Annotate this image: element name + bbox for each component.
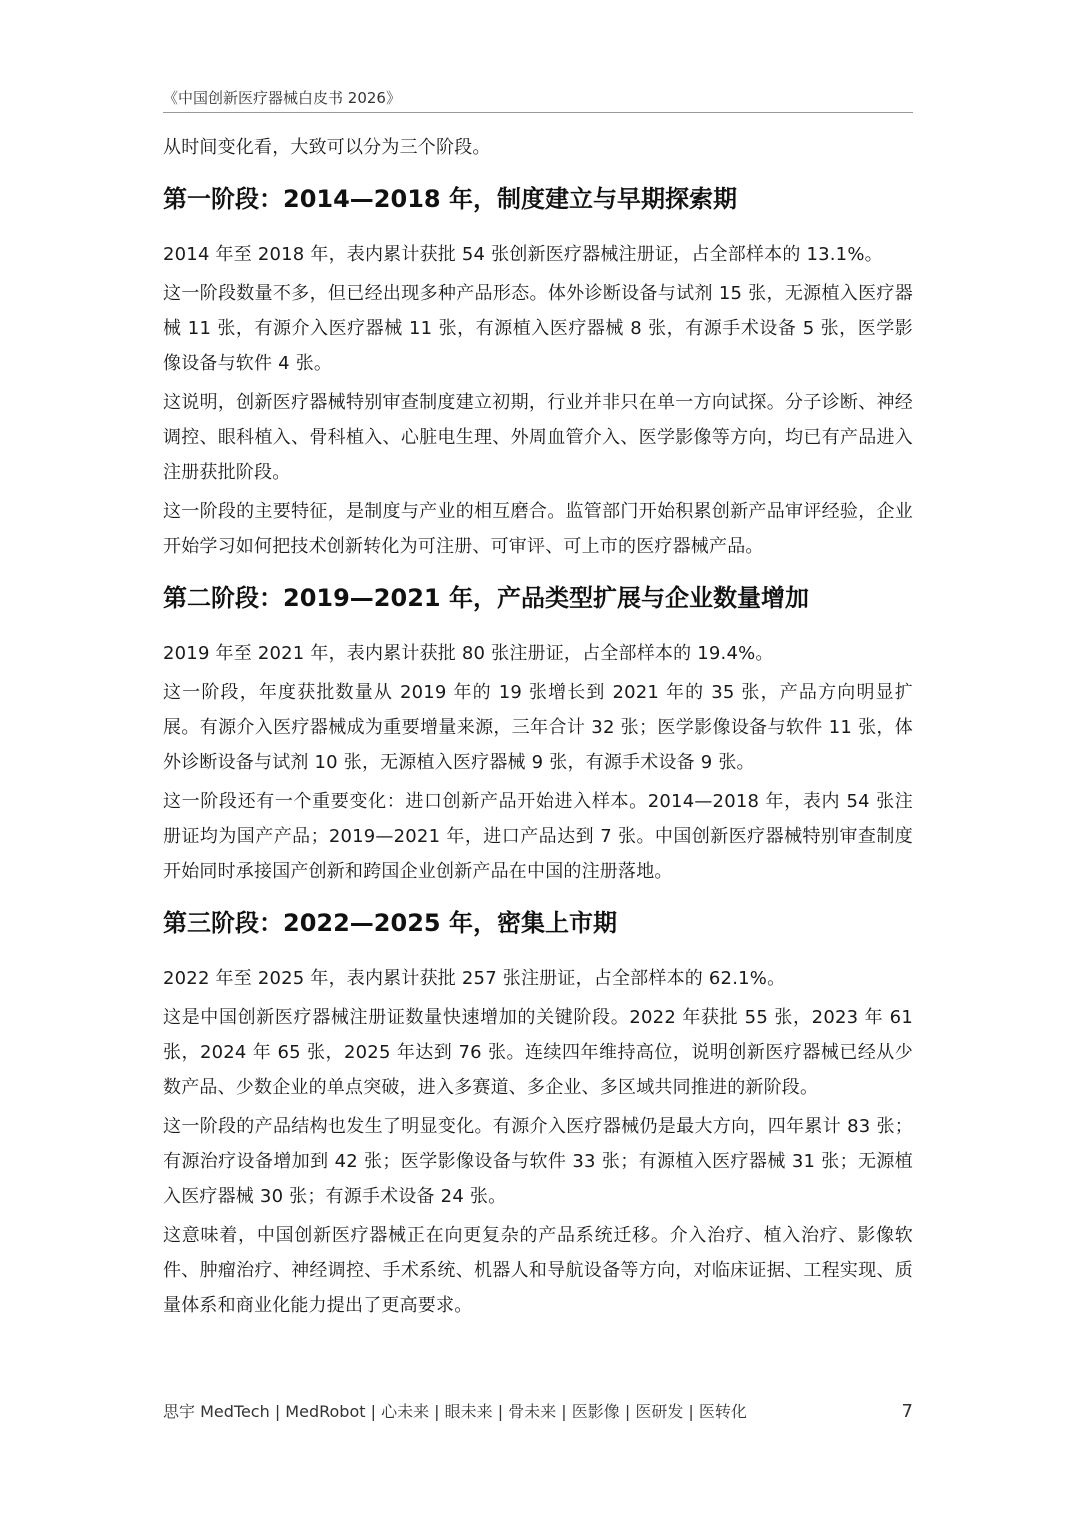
stage-1-section [163, 179, 913, 564]
stage-1-paragraph: 这一阶段数量不多，但已经出现多种产品形态。体外诊断设备与试剂 15 张，无源植入医疗器械 11 张，有源介入医疗器械 11 张，有源植入医疗器械 8 张，有源手术设备 5 张，医学影像设备与软件 4 张。 [163, 283, 913, 374]
stage-1-paragraph: 这一阶段的主要特征，是制度与产业的相互磨合。监管部门开始积累创新产品审评经验，企业开始学习如何把技术创新转化为可注册、可审评、可上市的医疗器械产品。 [163, 501, 913, 557]
stage-2-heading: 第二阶段：2019—2021 年，产品类型扩展与企业数量增加 [163, 584, 809, 612]
stage-1-paragraph: 这说明，创新医疗器械特别审查制度建立初期，行业并非只在单一方向试探。分子诊断、神经调控、眼科植入、骨科植入、心脏电生理、外周血管介入、医学影像等方向，均已有产品进入注册获批阶段。 [163, 392, 913, 483]
stage-3-paragraph: 这一阶段的产品结构也发生了明显变化。有源介入医疗器械仍是最大方向，四年累计 83 张；有源治疗设备增加到 42 张；医学影像设备与软件 33 张；有源植入医疗器械 31 张；无源植入医疗器械 30 张；有源手术设备 24 张。 [163, 1116, 913, 1207]
stage-2-paragraph: 2019 年至 2021 年，表内累计获批 80 张注册证，占全部样本的 19.4%。 [163, 643, 774, 664]
page-footer [163, 1398, 913, 1426]
stage-3-heading: 第三阶段：2022—2025 年，密集上市期 [163, 909, 617, 937]
stage-2-paragraph: 这一阶段还有一个重要变化：进口创新产品开始进入样本。2014—2018 年，表内 54 张注册证均为国产产品；2019—2021 年，进口产品达到 7 张。中国创新医疗器械特别审查制度开始同时承接国产创新和跨国企业创新产品在中国的注册落地。 [163, 791, 913, 882]
stage-1-heading: 第一阶段：2014—2018 年，制度建立与早期探索期 [163, 185, 737, 213]
stage-2-section [163, 578, 913, 889]
stage-3-paragraph: 这意味着，中国创新医疗器械正在向更复杂的产品系统迁移。介入治疗、植入治疗、影像软件、肿瘤治疗、神经调控、手术系统、机器人和导航设备等方向，对临床证据、工程实现、质量体系和商业化能力提出了更高要求。 [163, 1225, 913, 1316]
stage-1-paragraph: 2014 年至 2018 年，表内累计获批 54 张创新医疗器械注册证，占全部样本的 13.1%。 [163, 244, 883, 265]
intro-paragraph: 从时间变化看，大致可以分为三个阶段。 [163, 137, 491, 158]
stage-3-section [163, 903, 913, 1323]
page-number: 7 [901, 1401, 913, 1422]
running-header: 《中国创新医疗器械白皮书 2026》 [163, 89, 401, 107]
stage-3-paragraph: 2022 年至 2025 年，表内累计获批 257 张注册证，占全部样本的 62.1%。 [163, 968, 786, 989]
header-divider [163, 112, 913, 113]
stage-3-paragraph: 这是中国创新医疗器械注册证数量快速增加的关键阶段。2022 年获批 55 张，2023 年 61 张，2024 年 65 张，2025 年达到 76 张。连续四年维持高位，说明创新医疗器械已经从少数产品、少数企业的单点突破，进入多赛道、多企业、多区域共同推进的新阶段。 [163, 1007, 913, 1098]
document-body [163, 130, 913, 1327]
footer-brand-links: 思宇 MedTech | MedRobot | 心未来 | 眼未来 | 骨未来 | 医影像 | 医研发 | 医转化 [163, 1402, 747, 1421]
stage-2-paragraph: 这一阶段，年度获批数量从 2019 年的 19 张增长到 2021 年的 35 张，产品方向明显扩展。有源介入医疗器械成为重要增量来源，三年合计 32 张；医学影像设备与软件 11 张，体外诊断设备与试剂 10 张，无源植入医疗器械 9 张，有源手术设备 9 张。 [163, 682, 913, 773]
